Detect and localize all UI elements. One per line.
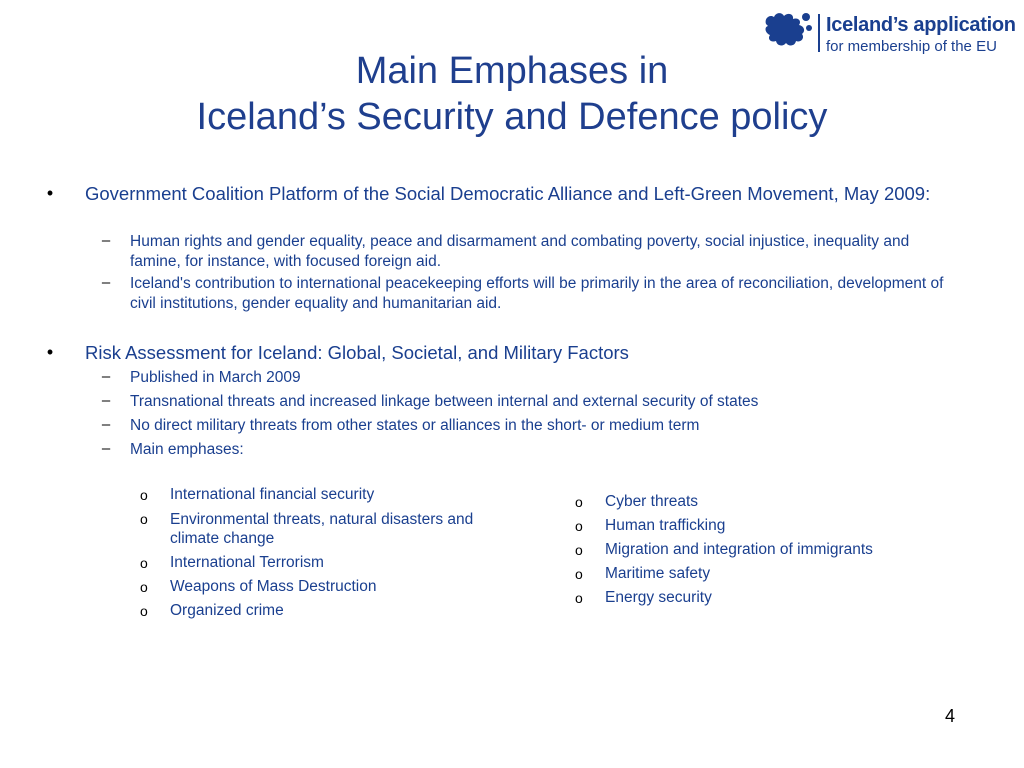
puzzle-map-icon	[762, 8, 814, 50]
section2-item: Main emphases:	[130, 441, 244, 458]
bullet-ring: o	[575, 566, 583, 582]
bullet-ring: o	[140, 579, 148, 595]
list-item-text: Cyber threats	[605, 493, 699, 510]
list-item-text: Maritime safety	[605, 565, 711, 582]
bullet-ring: o	[575, 542, 583, 558]
section2-item: Published in March 2009	[130, 369, 301, 386]
section2-item: Transnational threats and increased linkage between internal and external security of states	[130, 393, 759, 410]
list-item	[136, 551, 506, 575]
eu-application-logo	[762, 8, 1016, 55]
bullet-dot: •	[46, 342, 54, 362]
list-item-text: Weapons of Mass Destruction	[170, 578, 377, 595]
bullet-dash: –	[101, 440, 111, 457]
list-item	[571, 490, 971, 514]
bullet-dash: –	[101, 368, 111, 385]
bullet-dash: –	[101, 392, 111, 409]
bullet-ring: o	[575, 494, 583, 510]
list-item-text: Environmental threats, natural disasters and climate change	[170, 511, 474, 547]
list-item-text: Energy security	[605, 589, 712, 606]
bullet-ring: o	[140, 511, 148, 527]
list-item-text: International Terrorism	[170, 554, 324, 571]
list-item-text: International financial security	[170, 486, 375, 503]
bullet-dash: –	[101, 274, 111, 291]
page-number: 4	[945, 706, 956, 726]
title-line-2: Iceland’s Security and Defence policy	[196, 96, 828, 138]
list-item	[136, 483, 506, 507]
emphases-left-list	[136, 483, 506, 623]
bullet-dash: –	[101, 232, 111, 249]
list-item-text: Human trafficking	[605, 517, 726, 534]
section1-item: Human rights and gender equality, peace and disarmament and combating poverty, social injustice, inequality and famine, for instance, with focused foreign aid.	[130, 233, 910, 270]
list-item	[571, 586, 971, 610]
bullet-dot: •	[46, 183, 54, 203]
section2-item: No direct military threats from other states or alliances in the short- or medium term	[130, 417, 700, 434]
list-item-text: Migration and integration of immigrants	[605, 541, 873, 558]
logo-line-2: for membership of the EU	[826, 38, 997, 55]
list-item	[136, 599, 506, 623]
list-item	[571, 538, 971, 562]
emphases-right-list	[571, 490, 971, 610]
bullet-ring: o	[575, 590, 583, 606]
list-item	[571, 562, 971, 586]
logo-divider	[818, 14, 820, 52]
section1-heading: Government Coalition Platform of the Social Democratic Alliance and Left-Green Movement, May 2009:	[85, 183, 931, 204]
bullet-ring: o	[575, 518, 583, 534]
title-line-1: Main Emphases in	[355, 50, 669, 92]
section2-heading: Risk Assessment for Iceland: Global, Societal, and Military Factors	[85, 342, 629, 363]
bullet-ring: o	[140, 487, 148, 503]
logo-line-1: Iceland’s application	[826, 14, 1016, 36]
list-item-text: Organized crime	[170, 602, 284, 619]
section1-item: Iceland's contribution to international peacekeeping efforts will be primarily in the area of reconciliation, development of civil institutions, gender equality and humanitarian aid.	[130, 275, 944, 312]
slide-title	[0, 48, 1024, 140]
bullet-dash: –	[101, 416, 111, 433]
list-item	[136, 510, 506, 548]
list-item	[571, 514, 971, 538]
bullet-ring: o	[140, 555, 148, 571]
list-item	[136, 575, 506, 599]
bullet-ring: o	[140, 603, 148, 619]
